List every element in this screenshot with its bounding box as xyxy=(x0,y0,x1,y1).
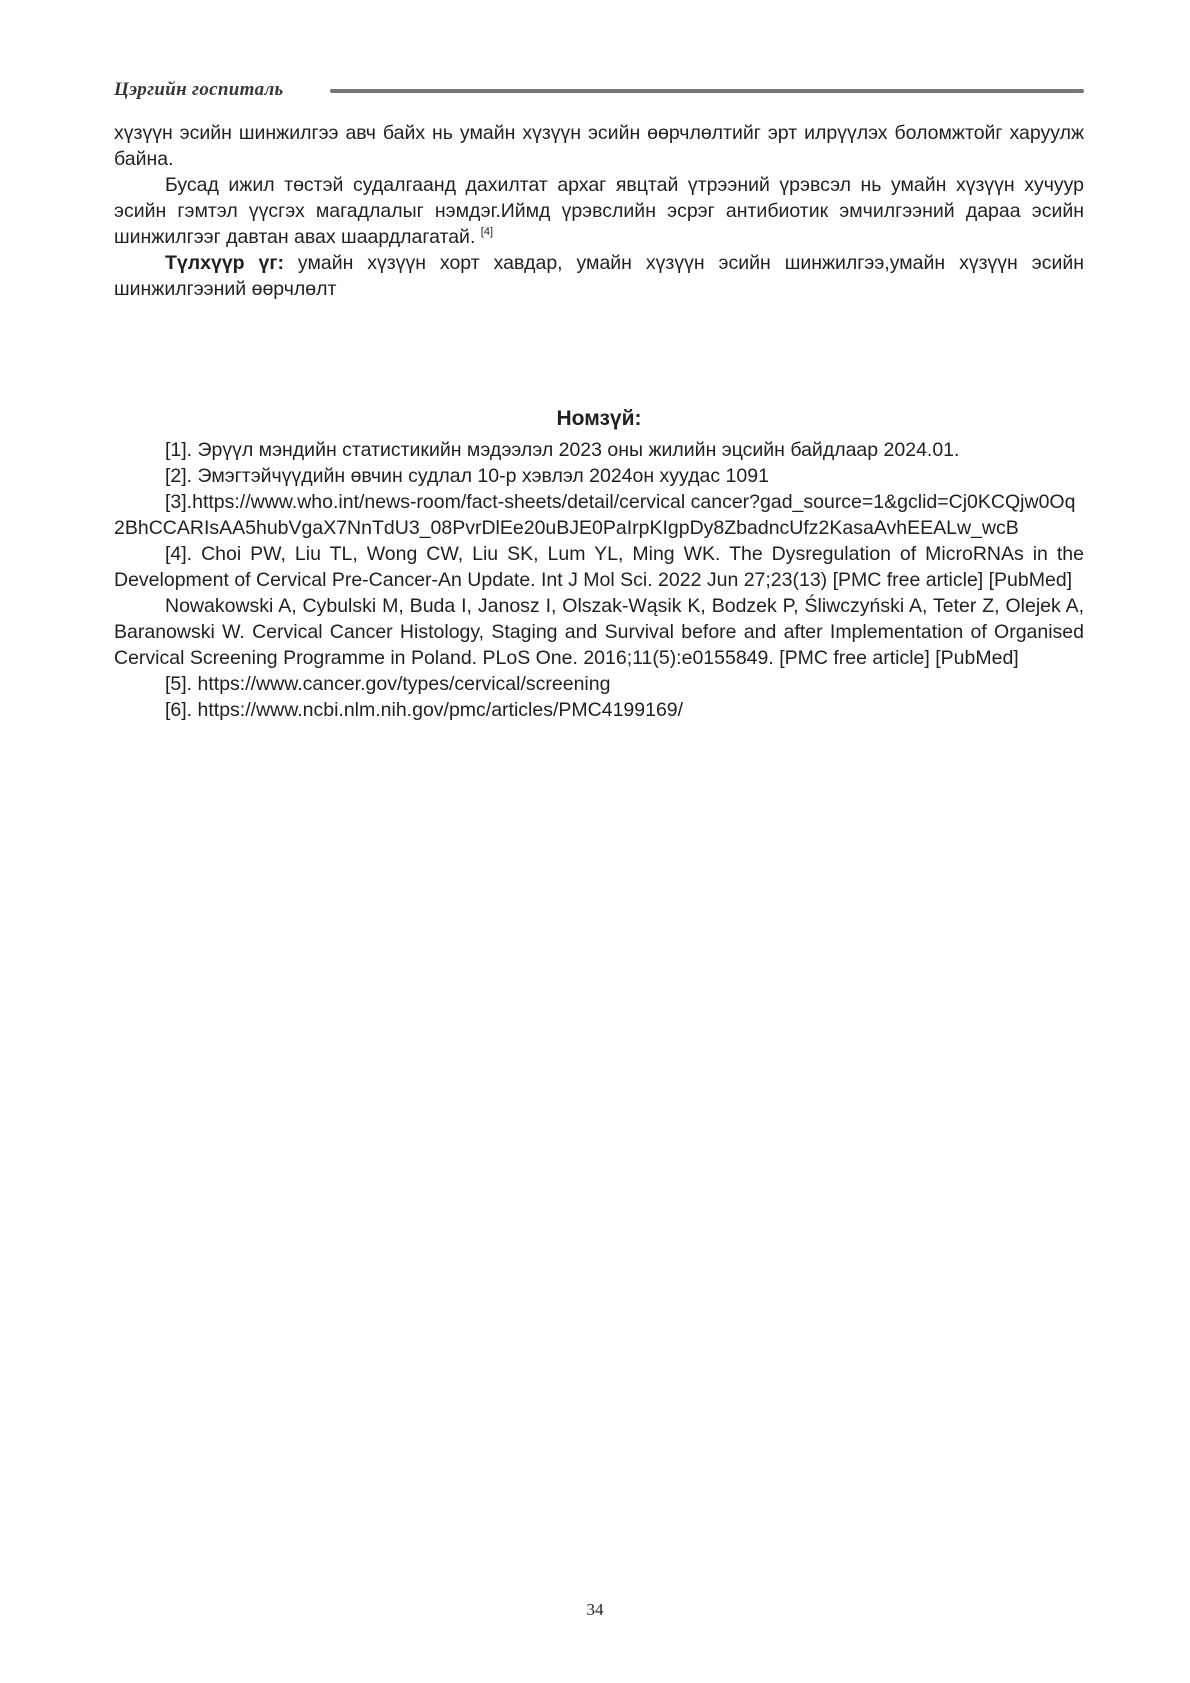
keywords-label: Түлхүүр үг: xyxy=(165,252,284,274)
reference-item: [6]. https://www.ncbi.nlm.nih.gov/pmc/articles/PMC4199169/ xyxy=(165,699,684,721)
journal-name: Цэргийн госпиталь xyxy=(114,79,284,100)
body-text xyxy=(114,120,1084,302)
reference-item: [5]. https://www.cancer.gov/types/cervical/screening xyxy=(165,673,611,695)
reference-item: [2]. Эмэгтэйчүүдийн өвчин судлал 10-р хэвлэл 2024он хуудас 1091 xyxy=(165,465,769,487)
paragraph-1: хүзүүн эсийн шинжилгээ авч байх нь умайн хүзүүн эсийн өөрчлөлтийг эрт илрүүлэх боломжтойг харуулж байна. xyxy=(114,122,1084,170)
paragraph-2-text: Бусад ижил төстэй судалгаанд дахилтат архаг явцтай үтрээний үрэвсэл нь умайн хүзүүн хучуур эсийн гэмтэл үүсгэх магадлалыг нэмдэг.Иймд үрэвслийн эсрэг антибиотик эмчилгээний дараа эсийн шинжилгээг давтан авах шаардлагатай. xyxy=(114,174,1084,248)
page-number: 34 xyxy=(586,1600,604,1619)
reference-item: [1]. Эрүүл мэндийн статистикийн мэдээлэл 2023 оны жилийн эцсийн байдлаар 2024.01. xyxy=(165,439,960,461)
keywords-text: умайн хүзүүн хорт хавдар, умайн хүзүүн эсийн шинжилгээ,умайн хүзүүн эсийн шинжилгээний өөрчлөлт xyxy=(114,252,1085,300)
citation-superscript: [4] xyxy=(480,226,494,238)
keywords-paragraph xyxy=(114,250,1084,302)
header-rule xyxy=(330,89,1084,93)
references-title: Номзүй: xyxy=(556,407,642,430)
paragraph-2 xyxy=(114,172,1084,250)
references-list xyxy=(114,437,1084,723)
reference-item: [3].https://www.who.int/news-room/fact-sheets/detail/cervical cancer?gad_source=1&gclid=Cj0KCQjw0Oq2BhCCARIsAA5hubVgaX7NnTdU3_08PvrDlEe20uBJE0PaIrpKIgpDy8ZbadncUfz2KasaAvhEEALw_wcB xyxy=(114,491,1076,539)
running-header xyxy=(114,76,1084,104)
reference-item: [4]. Choi PW, Liu TL, Wong CW, Liu SK, Lum YL, Ming WK. The Dysregulation of MicroRNAs in the Development of Cervical Pre-Cancer-An Update. Int J Mol Sci. 2022 Jun 27;23(13) [PMC free article] [PubMed] xyxy=(114,543,1084,591)
reference-item: Nowakowski A, Cybulski M, Buda I, Janosz I, Olszak-Wąsik K, Bodzek P, Śliwczyński A, Teter Z, Olejek A, Baranowski W. Cervical Cancer Histology, Staging and Survival before and after Implementation of Organised Cervical Screening Programme in Poland. PLoS One. 2016;11(5):e0155849. [PMC free article] [PubMed] xyxy=(114,595,1084,669)
